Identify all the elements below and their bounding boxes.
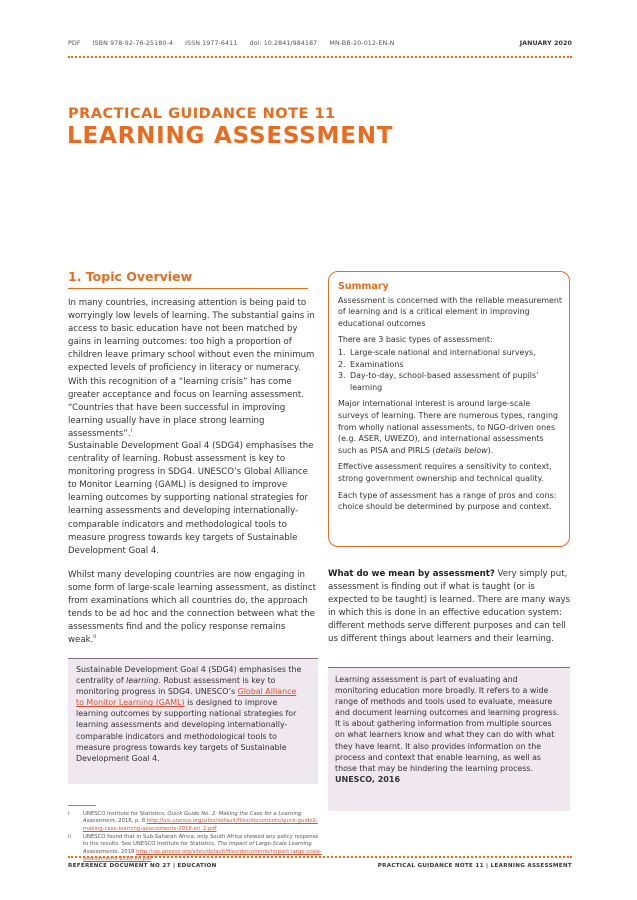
- paragraph-2: Sustainable Development Goal 4 (SDG4) emphasises the centrality of learning. Robust assessment is key to monitoring progress in SDG4. UNESCO’s Global Alliance to Monitor Learning (GAML) is designed to improve learning outcomes by supporting national strategies for learning assessments and developing internationally-comparable indicators and methodological tools to measure progress towards key targets of Sustainable Development Goal 4.: [68, 441, 314, 556]
- footnote-2-link[interactable]: http://uis.unesco.org/sites/default/files/documents/impact-large-scale-assessments-2018-en.pdf: [83, 848, 322, 863]
- page-title: LEARNING ASSESSMENT: [67, 123, 394, 149]
- guidance-note-label: PRACTICAL GUIDANCE NOTE 11: [68, 106, 336, 122]
- sdg4-callout: [68, 658, 318, 784]
- footnote-1: i UNESCO Institute for Statistics, Quick Guide No. 2: Making the Case for a Learning Assessment, 2018, p. 8 http://uis.unesco.org/sites/default/files/documents/quick-guide2-making-case-learning-assessments-2018-en_2.pdf: [68, 811, 318, 832]
- section-heading: 1. Topic Overview: [68, 269, 193, 284]
- unesco-quote-source: UNESCO, 2016: [335, 774, 401, 784]
- summary-p5: Each type of assessment has a range of pros and cons: choice should be determined by purpose and context.: [338, 490, 557, 512]
- header-isbn: ISBN 978-92-76-25180-4: [92, 40, 173, 47]
- definition-question: What do we mean by assessment?: [328, 569, 495, 579]
- unesco-quote-text: Learning assessment is part of evaluating and monitoring education more broadly. It refers to a wide range of methods and tools used to evaluate, measure and document learning outcomes and learning progress. It is about gathering information from multiple sources on what learners know and what they can do with what they have learnt. It also provides information on the process and context that enable learning, as well as those that may be hindering the learning process.: [335, 675, 560, 773]
- summary-p2: There are 3 basic types of assessment:: [338, 335, 493, 345]
- unesco-quote: [328, 667, 570, 811]
- footnote-2: ii UNESCO found that in Sub-Saharan Africa, only South Africa showed any policy response to the results. See UNESCO Institute for Statistics, The Impact of Large-Scale Learning Assessments, 2018 http://uis.unesco.org/sites/default/files/documents/impact-large-scale-assessments-2018-en.pdf: [68, 834, 322, 863]
- assessment-types-list: [338, 347, 562, 393]
- footer-right: PRACTICAL GUIDANCE NOTE 11 | LEARNING ASSESSMENT: [377, 863, 572, 869]
- list-item: 2. Examinations: [338, 359, 404, 369]
- footnote-ref-2[interactable]: ii: [93, 634, 97, 641]
- header-catalogue: MN-BB-20-012-EN-N: [329, 40, 395, 47]
- summary-p4: Effective assessment requires a sensitivity to context, strong government ownership and technical quality.: [338, 462, 552, 483]
- paragraph-3: Whilst many developing countries are now engaging in some form of large-scale learning assessment, as distinct from examinations which all countries do, the approach tends to be ad hoc and the connection between what the assessments find and the policy response remains weak.$^{ii}$: [68, 570, 316, 646]
- header-issn: ISSN 1977-6411: [185, 40, 238, 47]
- list-item: 3. Day-to-day, school-based assessment of pupils’ learning: [338, 371, 539, 392]
- summary-p1: Assessment is concerned with the reliable measurement of learning and is a critical element in improving educational outcomes: [338, 295, 562, 328]
- summary-box: [328, 271, 570, 547]
- summary-title: Summary: [338, 281, 389, 292]
- section-heading-rule: [68, 288, 308, 289]
- footnote-ref-1[interactable]: i: [130, 428, 132, 435]
- document-header: [68, 40, 572, 47]
- footnote-rule: [68, 805, 96, 806]
- list-item: 1. Large-scale national and international surveys,: [338, 347, 536, 357]
- footer-divider: [68, 856, 572, 858]
- header-divider: [68, 56, 572, 58]
- header-date: JANUARY 2020: [519, 40, 572, 47]
- paragraph-1: In many countries, increasing attention is being paid to worryingly low levels of learning. The substantial gains in access to basic education have not been matched by gains in learning outcomes: too high a proportion of children leave primary school without even the minimum expected levels of proficiency in literacy or numeracy. With this recognition of a “learning crisis” has come greater acceptance and focus on learning assessment. “Countries that have been successful in improving learning usually have in place strong learning assessments”.$^i$: [68, 298, 315, 439]
- summary-p3: Major international interest is around large-scale surveys of learning. There are numerous types, ranging from wholly national assessments, to NGO-driven ones (e.g. ASER, UWEZO), and international assessments such as PISA and PIRLS (details below).: [338, 399, 558, 455]
- assessment-definition: What do we mean by assessment? Very simply put, assessment is finding out if what is taught (or is expected to be taught) is learned. There are many ways in which this is done in an effective education system: different methods serve different purposes and can tell us different things about learners and their learning.: [328, 569, 571, 645]
- footer-left: REFERENCE DOCUMENT NO 27 | EDUCATION: [68, 863, 217, 869]
- footnote-1-link[interactable]: http://uis.unesco.org/sites/default/files/documents/quick-guide2-making-case-learning-assessments-2018-en_2.pdf: [83, 818, 318, 832]
- header-doi: doi: 10.2841/984187: [249, 40, 318, 47]
- sdg4-callout-text: Sustainable Development Goal 4 (SDG4) emphasises the centrality of learning. Robust assessment is key to monitoring progress in SDG4. UNESCO’s Global Alliance to Monitor Learning (GAML) is designed to improve learning outcomes by supporting national strategies for learning assessments and developing internationally-comparable indicators and methodological tools to measure progress towards key targets of Sustainable Development Goal 4.: [76, 665, 302, 763]
- header-pdf: PDF: [68, 40, 81, 47]
- gaml-link[interactable]: Global Alliance to Monitor Learning (GAML): [76, 687, 297, 708]
